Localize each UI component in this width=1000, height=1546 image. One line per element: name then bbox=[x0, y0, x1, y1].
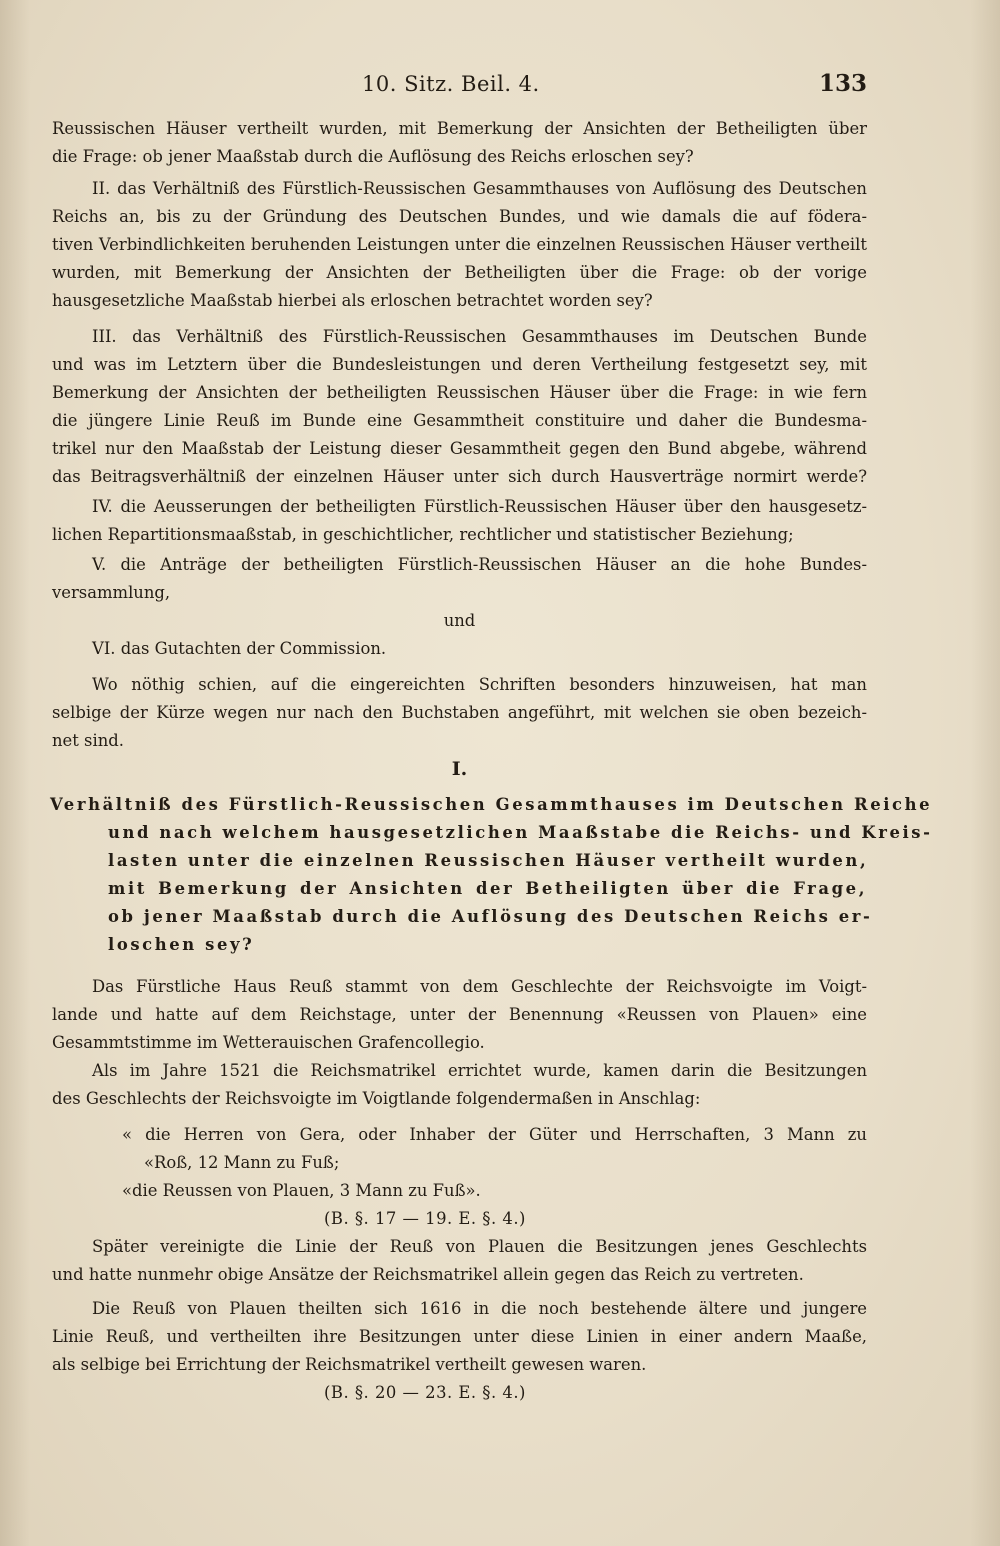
section-heading-line: loschen sey? bbox=[108, 935, 255, 954]
reference-note: (B. §. 20 — 23. E. §. 4.) bbox=[324, 1383, 526, 1402]
text-line: Die Reuß von Plauen theilten sich 1616 in die noch bestehende ältere und jungere bbox=[92, 1299, 867, 1318]
text-line: lichen Repartitionsmaaßstab, in geschichtlicher, rechtlicher und statistischer Beziehung; bbox=[52, 525, 794, 544]
page-header bbox=[52, 68, 867, 102]
text-line: tiven Verbindlichkeiten beruhenden Leistungen unter die einzelnen Reussischen Häuser vertheilt bbox=[52, 235, 867, 254]
section-heading-line: mit Bemerkung der Ansichten der Betheiligten über die Frage, bbox=[108, 879, 867, 898]
text-line: Bemerkung der Ansichten der betheiligten Reussischen Häuser über die Frage: in wie fern bbox=[52, 383, 867, 402]
text-line: trikel nur den Maaßstab der Leistung dieser Gesammtheit gegen den Bund abgebe, während bbox=[52, 439, 867, 458]
und-line: und bbox=[443, 611, 476, 630]
text-line: net sind. bbox=[52, 731, 124, 750]
section-heading-line: und nach welchem hausgesetzlichen Maaßstabe die Reichs- und Kreis- bbox=[108, 823, 933, 842]
text-line: lande und hatte auf dem Reichstage, unter der Benennung «Reussen von Plauen» eine bbox=[52, 1005, 867, 1024]
text-line: Das Fürstliche Haus Reuß stammt von dem Geschlechte der Reichsvoigte im Voigt- bbox=[92, 977, 867, 996]
quote-line: «Roß, 12 Mann zu Fuß; bbox=[144, 1153, 340, 1172]
section-heading-line: Verhältniß des Fürstlich-Reussischen Gesammthauses im Deutschen Reiche bbox=[50, 795, 933, 814]
page-number: 133 bbox=[818, 70, 867, 97]
quote-line: «die Reussen von Plauen, 3 Mann zu Fuß». bbox=[122, 1181, 481, 1200]
text-line: Reussischen Häuser vertheilt wurden, mit Bemerkung der Ansichten der Betheiligten über bbox=[52, 119, 867, 138]
text-line: Linie Reuß, und vertheilten ihre Besitzungen unter diese Linien in einer andern Maaße, bbox=[52, 1327, 867, 1346]
page-left-edge bbox=[0, 0, 30, 1546]
section-heading-line: lasten unter die einzelnen Reussischen Häuser vertheilt wurden, bbox=[108, 851, 869, 870]
reference-note: (B. §. 17 — 19. E. §. 4.) bbox=[324, 1209, 526, 1228]
text-line: und was im Letztern über die Bundesleistungen und deren Vertheilung festgesetzt sey, mit bbox=[52, 355, 867, 374]
text-line: Als im Jahre 1521 die Reichsmatrikel errichtet wurde, kamen darin die Besitzungen bbox=[92, 1061, 867, 1080]
text-line: selbige der Kürze wegen nur nach den Buchstaben angeführt, mit welchen sie oben bezeich- bbox=[52, 703, 867, 722]
text-line: das Beitragsverhältniß der einzelnen Häuser unter sich durch Hausverträge normirt werde? bbox=[52, 467, 867, 486]
section-heading-line: ob jener Maaßstab durch die Auflösung des Deutschen Reichs er- bbox=[108, 907, 873, 926]
text-line: V. die Anträge der betheiligten Fürstlich-Reussischen Häuser an die hohe Bundes- bbox=[92, 555, 867, 574]
text-line: Wo nöthig schien, auf die eingereichten Schriften besonders hinzuweisen, hat man bbox=[92, 675, 867, 694]
text-line: Reichs an, bis zu der Gründung des Deutschen Bundes, und wie damals die auf födera- bbox=[52, 207, 867, 226]
section-numeral: I. bbox=[451, 758, 468, 780]
text-line: II. das Verhältniß des Fürstlich-Reussischen Gesammthauses von Auflösung des Deutschen bbox=[92, 179, 867, 198]
text-line: versammlung, bbox=[52, 583, 171, 602]
text-line: des Geschlechts der Reichsvoigte im Voigtlande folgendermaßen in Anschlag: bbox=[52, 1089, 701, 1108]
text-line: VI. das Gutachten der Commission. bbox=[92, 639, 387, 658]
text-line: wurden, mit Bemerkung der Ansichten der Betheiligten über die Frage: ob der vorige bbox=[52, 263, 867, 282]
running-head: 10. Sitz. Beil. 4. bbox=[362, 72, 540, 96]
page-right-edge bbox=[970, 0, 1000, 1546]
text-line: als selbige bei Errichtung der Reichsmatrikel vertheilt gewesen waren. bbox=[52, 1355, 647, 1374]
quote-line: « die Herren von Gera, oder Inhaber der Güter und Herrschaften, 3 Mann zu bbox=[122, 1125, 867, 1144]
text-line: IV. die Aeusserungen der betheiligten Fürstlich-Reussischen Häuser über den hausgesetz- bbox=[92, 497, 867, 516]
text-line: Gesammtstimme im Wetterauischen Grafencollegio. bbox=[52, 1033, 485, 1052]
text-line: Später vereinigte die Linie der Reuß von Plauen die Besitzungen jenes Geschlechts bbox=[92, 1237, 867, 1256]
text-line: die Frage: ob jener Maaßstab durch die Auflösung des Reichs erloschen sey? bbox=[52, 147, 694, 166]
text-line: hausgesetzliche Maaßstab hierbei als erloschen betrachtet worden sey? bbox=[52, 291, 653, 310]
text-line: die jüngere Linie Reuß im Bunde eine Gesammtheit constituire und daher die Bundesma- bbox=[52, 411, 867, 430]
text-line: III. das Verhältniß des Fürstlich-Reussischen Gesammthauses im Deutschen Bunde bbox=[92, 327, 867, 346]
text-line: und hatte nunmehr obige Ansätze der Reichsmatrikel allein gegen das Reich zu vertreten. bbox=[52, 1265, 804, 1284]
